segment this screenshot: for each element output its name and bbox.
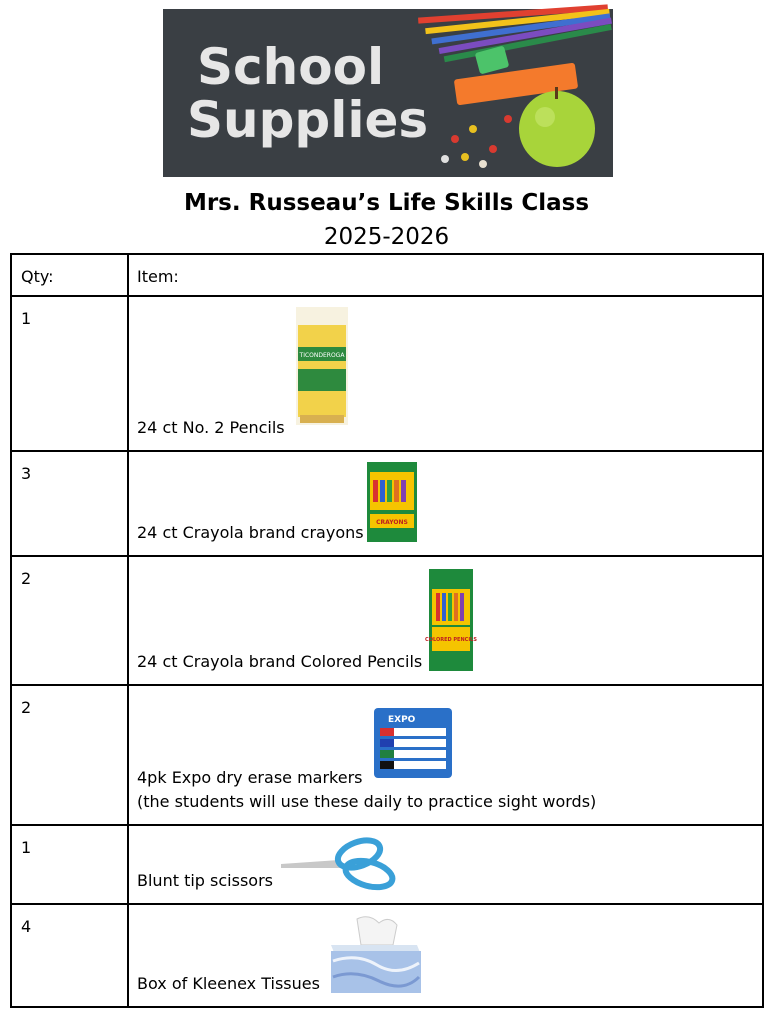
- table-row: [11, 904, 763, 1007]
- tissue-box-image: [327, 915, 423, 995]
- qty-cell: 2: [11, 556, 128, 685]
- item-cell: [128, 825, 763, 904]
- item-cell: [128, 296, 763, 451]
- qty-cell: 4: [11, 904, 128, 1007]
- item-cell: [128, 904, 763, 1007]
- item-cell: [128, 556, 763, 685]
- item-label: 4pk Expo dry erase markers (the students will use these daily to practice sight words): [137, 766, 596, 814]
- item-label: 24 ct No. 2 Pencils: [137, 418, 285, 437]
- banner-line1: School: [197, 38, 385, 96]
- qty-cell: 1: [11, 296, 128, 451]
- svg-text:CRAYONS: CRAYONS: [376, 519, 408, 526]
- table-row: [11, 825, 763, 904]
- colored-pencils-box-image: [425, 569, 477, 671]
- svg-text:COLORED PENCILS: COLORED PENCILS: [425, 637, 477, 643]
- item-note: (the students will use these daily to practice sight words): [137, 792, 597, 811]
- item-header: Item:: [128, 254, 763, 296]
- school-year: 2025-2026: [323, 224, 450, 250]
- item-label: 24 ct Crayola brand Colored Pencils: [137, 652, 423, 671]
- supply-table: [10, 253, 764, 1008]
- table-header-row: [11, 254, 763, 296]
- apple-decoration: [519, 91, 595, 167]
- qty-cell: 2: [11, 685, 128, 825]
- item-label: Blunt tip scissors: [137, 871, 273, 890]
- item-label: 24 ct Crayola brand crayons: [137, 523, 364, 542]
- crayons-box-image: [367, 462, 417, 542]
- table-row: [11, 451, 763, 556]
- qty-header: Qty:: [11, 254, 128, 296]
- table-row: [11, 556, 763, 685]
- pencils-box-image: [296, 307, 348, 425]
- class-title: Mrs. Russeau’s Life Skills Class: [183, 190, 590, 216]
- school-supplies-banner: [163, 9, 613, 177]
- qty-cell: 3: [11, 451, 128, 556]
- qty-cell: 1: [11, 825, 128, 904]
- item-cell: [128, 451, 763, 556]
- svg-text:TICONDEROGA: TICONDEROGA: [299, 352, 345, 359]
- scissors-image: [279, 836, 399, 890]
- item-cell: [128, 685, 763, 825]
- banner-line2: Supplies: [187, 91, 429, 149]
- svg-text:EXPO: EXPO: [388, 715, 416, 725]
- item-label: Box of Kleenex Tissues: [137, 974, 320, 993]
- table-row: [11, 685, 763, 825]
- table-row: [11, 296, 763, 451]
